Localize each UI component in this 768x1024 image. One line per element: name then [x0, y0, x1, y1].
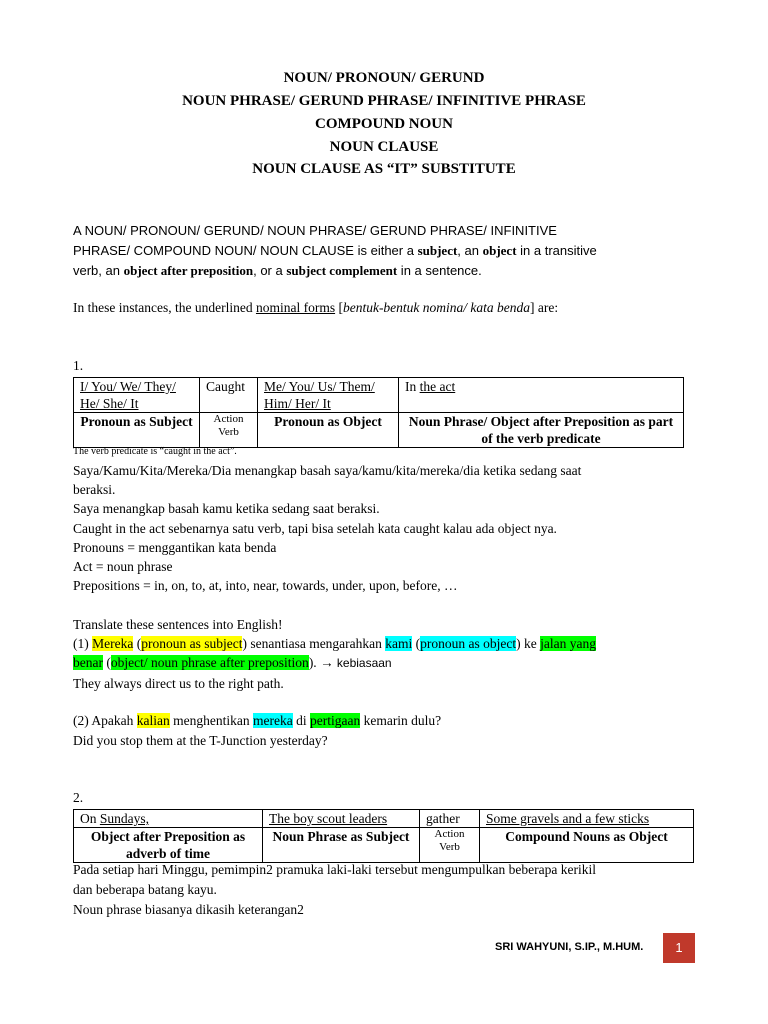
footer-author: SRI WAHYUNI, S.IP., M.HUM. [495, 941, 644, 953]
example-1-line-1: (1) Mereka (pronoun as subject) senantiasa mengarahkan kami (pronoun as object) ke jalan yang [73, 636, 596, 651]
section-2-number: 2. [73, 790, 84, 805]
table1-label-subject: Pronoun as Subject [74, 413, 200, 448]
title-line-5: NOUN CLAUSE AS “IT” SUBSTITUTE [252, 161, 516, 177]
table2-label-object: Compound Nouns as Object [480, 828, 694, 863]
verb-predicate-note: The verb predicate is “caught in the act”. [73, 446, 237, 457]
s2-text-line-2: dan beberapa batang kayu. [73, 882, 217, 897]
section-1-table [73, 377, 684, 448]
table2-subject-cell: The boy scout leaders [263, 810, 420, 828]
s2-text-line-3: Noun phrase biasanya dikasih keterangan2 [73, 902, 304, 917]
s1-text-line-4: Caught in the act sebenarnya satu verb, tapi bisa setelah kata caught kalau ada object nya. [73, 521, 557, 536]
section-1-number: 1. [73, 358, 84, 373]
intro-line-2: PHRASE/ COMPOUND NOUN/ NOUN CLAUSE is either a subject, an object in a transitive [73, 243, 597, 258]
s1-text-line-6: Act = noun phrase [73, 559, 173, 574]
table1-phrase-cell: In the act [399, 378, 684, 413]
intro-line-4: In these instances, the underlined nominal forms [bentuk-bentuk nomina/ kata benda] are: [73, 300, 559, 315]
table1-label-object: Pronoun as Object [258, 413, 399, 448]
page-number-badge: 1 [663, 933, 695, 963]
title-line-4: NOUN CLAUSE [329, 139, 439, 155]
intro-line-1: A NOUN/ PRONOUN/ GERUND/ NOUN PHRASE/ GERUND PHRASE/ INFINITIVE [73, 223, 557, 238]
table1-label-phrase: Noun Phrase/ Object after Preposition as part of the verb predicate [399, 413, 684, 448]
table1-label-verb: Action Verb [200, 413, 258, 448]
title-line-2: NOUN PHRASE/ GERUND PHRASE/ INFINITIVE PHRASE [182, 93, 586, 109]
title-line-1: NOUN/ PRONOUN/ GERUND [283, 70, 485, 86]
s1-text-line-3: Saya menangkap basah kamu ketika sedang saat beraksi. [73, 501, 380, 516]
intro-line-3: verb, an object after preposition, or a subject complement in a sentence. [73, 263, 482, 278]
s2-text-line-1: Pada setiap hari Minggu, pemimpin2 pramuka laki-laki tersebut mengumpulkan beberapa kerikil [73, 862, 596, 877]
table1-verb-cell: Caught [200, 378, 258, 413]
title-line-3: COMPOUND NOUN [315, 116, 453, 132]
table1-object-cell: Me/ You/ Us/ Them/ Him/ Her/ It [258, 378, 399, 413]
table2-time-cell: On Sundays, [74, 810, 263, 828]
example-1-line-2: benar (object/ noun phrase after preposition). → kebiasaan [73, 655, 392, 670]
s1-text-line-1: Saya/Kamu/Kita/Mereka/Dia menangkap basah saya/kamu/kita/mereka/dia ketika sedang saat [73, 463, 582, 478]
s1-text-line-2: beraksi. [73, 482, 116, 497]
table2-label-subject: Noun Phrase as Subject [263, 828, 420, 863]
section-2-table [73, 809, 694, 863]
table2-object-cell: Some gravels and a few sticks [480, 810, 694, 828]
s1-text-line-5: Pronouns = menggantikan kata benda [73, 540, 277, 555]
table2-label-verb: Action Verb [420, 828, 480, 863]
example-1-answer: They always direct us to the right path. [73, 676, 284, 691]
s1-text-line-7: Prepositions = in, on, to, at, into, near, towards, under, upon, before, … [73, 578, 458, 593]
table2-label-time: Object after Preposition as adverb of time [74, 828, 263, 863]
translate-heading: Translate these sentences into English! [73, 617, 283, 632]
table1-subject-cell: I/ You/ We/ They/ He/ She/ It [74, 378, 200, 413]
example-2-answer: Did you stop them at the T-Junction yesterday? [73, 733, 328, 748]
example-2-line: (2) Apakah kalian menghentikan mereka di pertigaan kemarin dulu? [73, 713, 442, 728]
arrow-right-icon: → [320, 655, 334, 670]
table2-verb-cell: gather [420, 810, 480, 828]
